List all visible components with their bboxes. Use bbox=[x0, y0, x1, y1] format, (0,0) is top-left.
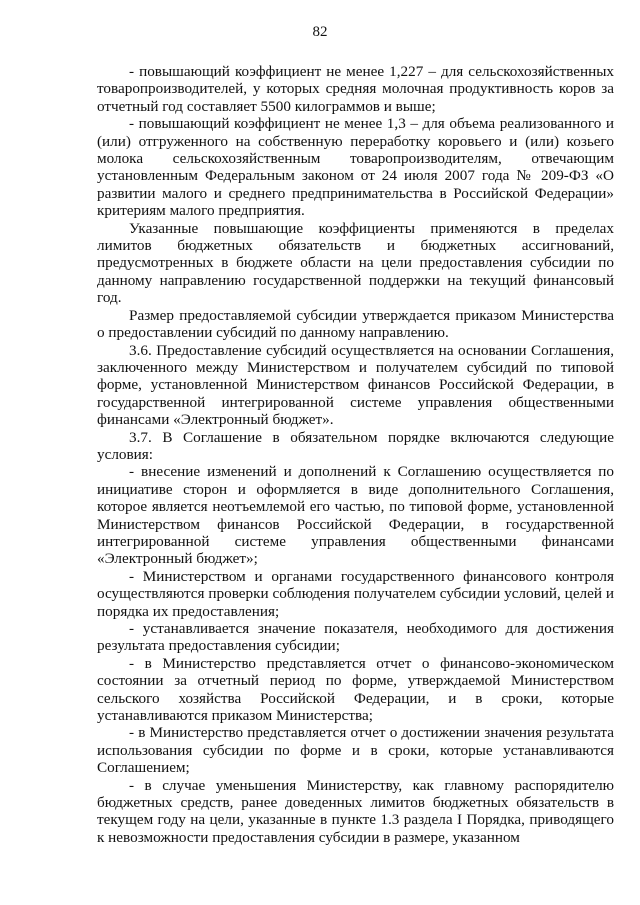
paragraph-limits-reduction: - в случае уменьшения Министерству, как главному распорядителю бюджетных средств, ранее доведенных лимитов бюджетных обязательств в текущем году на цели, указанные в пункте 1.3 раздела I Порядка, приводящего к невозможности предоставления субсидии в размере, указанном bbox=[97, 776, 614, 846]
paragraph-result-report: - в Министерство представляется отчет о достижении значения результата использования субсидии по форме и в сроки, которые устанавливаются Соглашением; bbox=[97, 724, 614, 777]
paragraph-indicator-value: - устанавливается значение показателя, необходимого для достижения результата предоставления субсидии; bbox=[97, 620, 614, 655]
paragraph-agreement-amendments: - внесение изменений и дополнений к Соглашению осуществляется по инициативе сторон и оформляется в виде дополнительного Соглашения, которое является неотъемлемой его частью, по типовой форме, установленной Министерством финансов Российской Федерации, в государственной интегрированной системе управления общественными финансами «Электронный бюджет»; bbox=[97, 463, 614, 568]
paragraph-coefficient-milk-productivity: - повышающий коэффициент не менее 1,227 – для сельскохозяйственных товаропроизводителей, у которых средняя молочная продуктивность коров за отчетный год составляет 5500 килограммов и выше; bbox=[97, 63, 614, 115]
paragraph-coefficient-small-enterprise: - повышающий коэффициент не менее 1,3 – для объема реализованного и (или) отгруженного на собственную переработку коровьего и (или) козьего молока сельскохозяйственным товаропроизводителям, отвечающим установленным Федеральным законом от 24 июля 2007 года № 209-ФЗ «О развитии малого и среднего предпринимательства в Российской Федерации» критериям малого предприятия. bbox=[97, 115, 614, 220]
paragraph-section-3-6: 3.6. Предоставление субсидий осуществляется на основании Соглашения, заключенного между Министерством и получателем субсидий по типовой форме, установленной Министерством финансов Российской Федерации, в государственной интегрированной системе управления общественными финансами «Электронный бюджет». bbox=[97, 341, 614, 429]
paragraph-section-3-7: 3.7. В Соглашение в обязательном порядке включаются следующие условия: bbox=[97, 428, 614, 463]
paragraph-financial-report: - в Министерство представляется отчет о финансово-экономическом состоянии за отчетный период по форме, утверждаемой Министерством сельского хозяйства Российской Федерации, и в сроки, которые устанавливаются приказом Министерства; bbox=[97, 654, 614, 725]
paragraph-control-checks: - Министерством и органами государственного финансового контроля осуществляются проверки соблюдения получателем субсидии условий, целей и порядка их предоставления; bbox=[97, 567, 614, 620]
page-number: 82 bbox=[312, 24, 328, 40]
document-body bbox=[97, 63, 614, 846]
paragraph-subsidy-size: Размер предоставляемой субсидии утверждается приказом Министерства о предоставлении субсидий по данному направлению. bbox=[97, 306, 614, 342]
paragraph-coefficients-limits: Указанные повышающие коэффициенты применяются в пределах лимитов бюджетных обязательств и бюджетных ассигнований, предусмотренных в бюджете области на цели предоставления субсидии по данному направлению государственной поддержки на текущий финансовый год. bbox=[97, 219, 614, 307]
